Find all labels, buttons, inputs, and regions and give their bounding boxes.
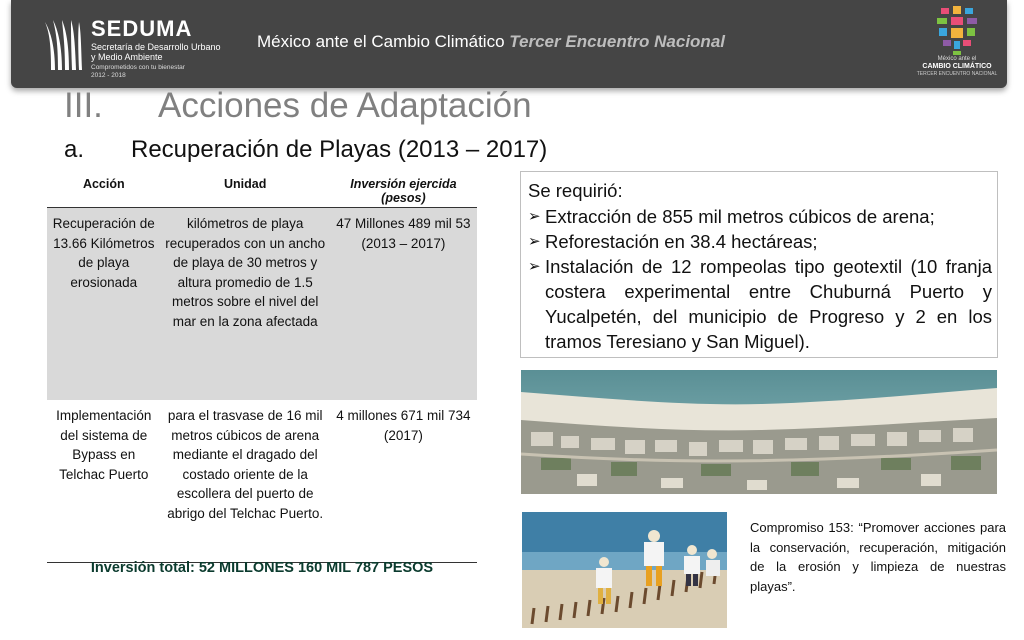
event-logo-line2: CAMBIO CLIMÁTICO <box>922 63 992 70</box>
requirement-text: Extracción de 855 mil metros cúbicos de arena; <box>545 206 935 227</box>
header-inversion <box>330 171 477 208</box>
cell-inversion <box>330 208 477 401</box>
climate-logo-icon <box>935 6 979 56</box>
event-logo-line3: TERCER ENCUENTRO NACIONAL <box>916 71 998 77</box>
header-inversion-label: Inversión ejercida <box>350 177 457 191</box>
org-subtitle-2: y Medio Ambiente <box>91 52 163 62</box>
cell-unidad: para el trasvase de 16 mil metros cúbicos de arena mediante el dragado del costado oriente de la escollera del puerto de abrigo del Telchac Puerto. <box>161 400 330 563</box>
org-name: SEDUMA <box>91 16 193 41</box>
event-logo <box>911 6 1003 86</box>
cell-inversion-amount: 4 millones 671 mil 734 <box>336 408 471 423</box>
table-row <box>47 208 477 401</box>
total-investment: Inversión total: 52 MILLONES 160 MIL 787 PESOS <box>90 560 434 576</box>
arrow-bullet-icon: ➢ <box>528 258 541 275</box>
seduma-text-block <box>91 18 221 80</box>
arrow-bullet-icon: ➢ <box>528 208 541 225</box>
requirement-text: Instalación de 12 rompeolas tipo geotextil (10 franja costera experimental entre Chuburná Puerto y Yucalpetén, del municipio de Progreso y 2 en los tramos Teresiano y San Miguel). <box>545 256 992 352</box>
cell-accion: Recuperación de 13.66 Kilómetros de playa erosionada <box>47 208 161 401</box>
header-inversion-unit: (pesos) <box>381 191 426 205</box>
subsection-title: Recuperación de Playas (2013 – 2017) <box>131 136 548 163</box>
banner-title-main: México ante el Cambio Climático <box>257 32 505 51</box>
compromiso-text: Compromiso 153: “Promover acciones para la conservación, recuperación, mitigación de la erosión y limpieza de nuestras playas”. <box>750 520 1006 594</box>
list-item <box>528 254 992 354</box>
arrow-bullet-icon: ➢ <box>528 233 541 250</box>
aerial-beach-photo <box>521 370 997 494</box>
requirements-heading: Se requirió: <box>528 180 623 201</box>
table-row <box>47 400 477 563</box>
header-unidad: Unidad <box>161 171 330 208</box>
cell-inversion-period: (2017) <box>383 427 423 443</box>
event-logo-line1: México ante el <box>937 56 977 62</box>
banner-title-sub: Tercer Encuentro Nacional <box>509 32 725 51</box>
cell-accion: Implementación del sistema de Bypass en Telchac Puerto <box>47 400 161 563</box>
header-banner <box>11 0 1007 88</box>
requirement-text: Reforestación en 38.4 hectáreas; <box>545 231 818 252</box>
cell-unidad: kilómetros de playa recuperados con un ancho de playa de 30 metros y altura promedio de 1.5 metros sobre el nivel del mar en la zona afectada <box>161 208 330 401</box>
banner-title <box>257 32 725 52</box>
actions-table <box>47 171 477 563</box>
subsection-letter: a. <box>64 136 85 163</box>
section-number: III. <box>64 86 103 125</box>
list-item <box>528 229 992 254</box>
section-title: Acciones de Adaptación <box>158 86 532 125</box>
seduma-logo-icon <box>41 18 83 74</box>
cell-inversion-amount: 47 Millones 489 mil 53 <box>336 216 471 231</box>
list-item <box>528 204 992 229</box>
org-tagline-1: Comprometidos con tu bienestar <box>91 64 185 71</box>
org-subtitle-1: Secretaría de Desarrollo Urbano <box>91 42 221 52</box>
cell-inversion-period: (2013 – 2017) <box>361 235 446 251</box>
table-header-row <box>47 171 477 208</box>
cell-inversion <box>330 400 477 563</box>
org-tagline-2: 2012 - 2018 <box>91 72 126 79</box>
beach-workers-photo <box>522 512 727 628</box>
requirements-box <box>520 171 998 358</box>
header-accion: Acción <box>47 171 161 208</box>
